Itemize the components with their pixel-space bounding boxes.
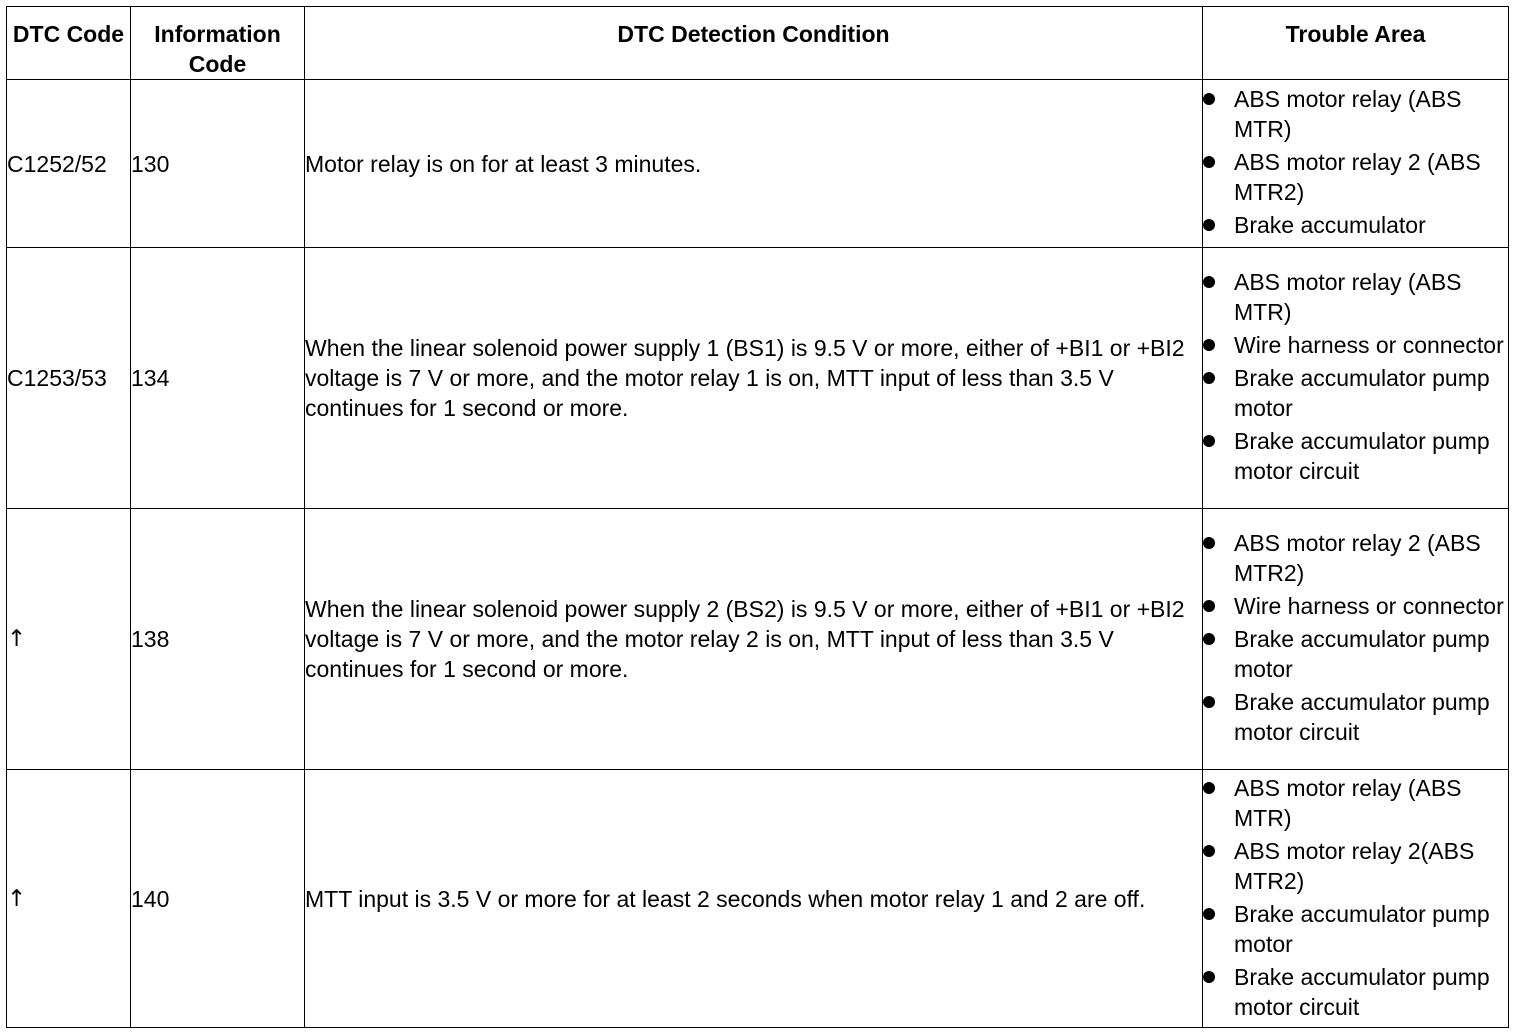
- condition-cell: MTT input is 3.5 V or more for at least 2 seconds when motor relay 1 and 2 are off.: [305, 770, 1203, 1028]
- list-item: [1203, 147, 1508, 207]
- list-item: [1203, 836, 1508, 896]
- trouble-area-cell: [1203, 509, 1509, 770]
- header-trouble-area: Trouble Area: [1203, 7, 1509, 80]
- bullet-icon: [1203, 276, 1215, 288]
- dtc-code-cell: C1252/52: [7, 80, 131, 248]
- condition-cell: When the linear solenoid power supply 2 (BS2) is 9.5 V or more, either of +BI1 or +BI2 voltage is 7 V or more, and the motor relay 2 is on, MTT input of less than 3.5 V continues for 1 second or more.: [305, 509, 1203, 770]
- list-item: [1203, 426, 1508, 486]
- bullet-icon: [1203, 696, 1215, 708]
- bullet-icon: [1203, 633, 1215, 645]
- dtc-table: [6, 6, 1509, 1028]
- trouble-area-text: Brake accumulator pump motor circuit: [1234, 963, 1490, 1020]
- trouble-area-cell: [1203, 248, 1509, 509]
- list-item: [1203, 624, 1508, 684]
- trouble-area-list: [1203, 267, 1508, 486]
- trouble-area-text: ABS motor relay (ABS MTR): [1234, 269, 1462, 325]
- table-row: [7, 248, 1509, 509]
- bullet-icon: [1203, 156, 1215, 168]
- list-item: [1203, 773, 1508, 833]
- trouble-area-text: Brake accumulator pump motor circuit: [1234, 689, 1490, 745]
- info-code-cell: 138: [131, 509, 305, 770]
- bullet-icon: [1203, 372, 1215, 384]
- bullet-icon: [1203, 600, 1215, 612]
- bullet-icon: [1203, 971, 1215, 983]
- table-row: [7, 80, 1509, 248]
- bullet-icon: [1203, 908, 1215, 920]
- list-item: [1203, 330, 1508, 360]
- dtc-code-cell: C1253/53: [7, 248, 131, 509]
- bullet-icon: [1203, 435, 1215, 447]
- bullet-icon: [1203, 339, 1215, 351]
- bullet-icon: [1203, 93, 1215, 105]
- trouble-area-text: ABS motor relay 2 (ABS MTR2): [1234, 530, 1481, 586]
- list-item: [1203, 84, 1508, 144]
- bullet-icon: [1203, 845, 1215, 857]
- trouble-area-text: ABS motor relay (ABS MTR): [1234, 774, 1462, 831]
- trouble-area-cell: [1203, 770, 1509, 1028]
- condition-cell: When the linear solenoid power supply 1 (BS1) is 9.5 V or more, either of +BI1 or +BI2 voltage is 7 V or more, and the motor relay 1 is on, MTT input of less than 3.5 V continues for 1 second or more.: [305, 248, 1203, 509]
- header-information-code: Information Code: [131, 7, 305, 80]
- trouble-area-list: [1203, 528, 1508, 747]
- info-code-cell: 130: [131, 80, 305, 248]
- trouble-area-list: [1203, 84, 1508, 240]
- trouble-area-text: Wire harness or connector: [1234, 332, 1504, 358]
- list-item: [1203, 591, 1508, 621]
- list-item: [1203, 267, 1508, 327]
- table-header-row: [7, 7, 1509, 80]
- dtc-code-cell: ↑: [7, 509, 131, 770]
- trouble-area-text: Wire harness or connector: [1234, 593, 1504, 619]
- trouble-area-text: Brake accumulator: [1234, 212, 1426, 238]
- table-row: [7, 770, 1509, 1028]
- list-item: [1203, 528, 1508, 588]
- trouble-area-text: Brake accumulator pump motor: [1234, 365, 1490, 421]
- list-item: [1203, 899, 1508, 959]
- trouble-area-text: Brake accumulator pump motor circuit: [1234, 428, 1490, 484]
- list-item: [1203, 363, 1508, 423]
- trouble-area-text: Brake accumulator pump motor: [1234, 626, 1490, 682]
- trouble-area-text: Brake accumulator pump motor: [1234, 900, 1490, 957]
- trouble-area-text: ABS motor relay (ABS MTR): [1234, 86, 1462, 142]
- trouble-area-text: ABS motor relay 2 (ABS MTR2): [1234, 149, 1481, 205]
- dtc-code-cell: ↑: [7, 770, 131, 1028]
- trouble-area-cell: [1203, 80, 1509, 248]
- list-item: [1203, 962, 1508, 1022]
- trouble-area-list: [1203, 773, 1508, 1022]
- info-code-cell: 140: [131, 770, 305, 1028]
- condition-cell: Motor relay is on for at least 3 minutes.: [305, 80, 1203, 248]
- list-item: [1203, 210, 1508, 240]
- bullet-icon: [1203, 782, 1215, 794]
- info-code-cell: 134: [131, 248, 305, 509]
- trouble-area-text: ABS motor relay 2(ABS MTR2): [1234, 837, 1475, 894]
- header-dtc-code: DTC Code: [7, 7, 131, 80]
- header-detection-condition: DTC Detection Condition: [305, 7, 1203, 80]
- bullet-icon: [1203, 219, 1215, 231]
- list-item: [1203, 687, 1508, 747]
- bullet-icon: [1203, 537, 1215, 549]
- table-row: [7, 509, 1509, 770]
